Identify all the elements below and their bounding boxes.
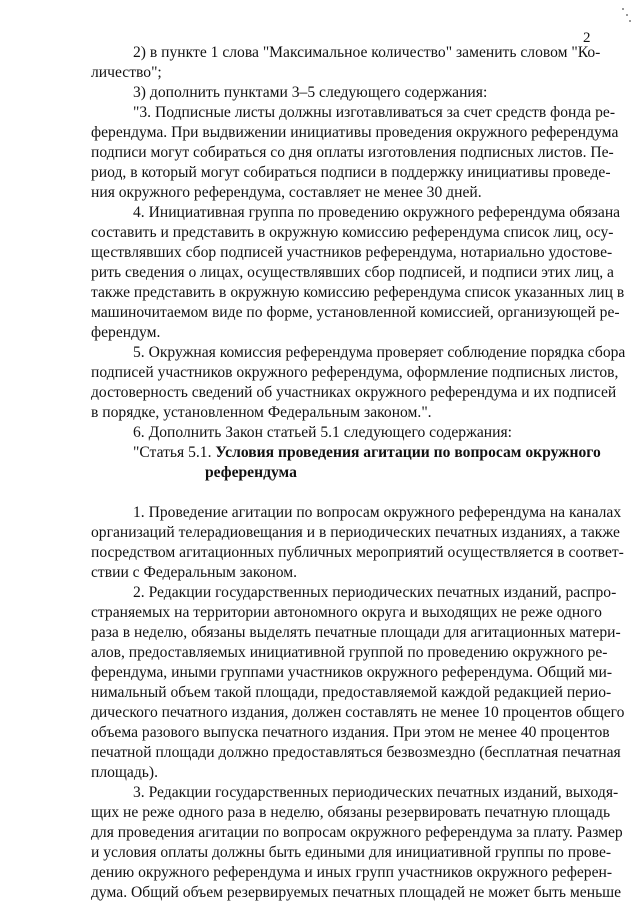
clause-4-line-3: ществлявших сбор подписей участников референдума, нотариально удостове- [91,244,613,261]
clause-5-line-4: в порядке, установленном Федеральным законом.". [91,404,432,421]
article-point-3-line-6: дума. Общий объем резервируемых печатных площадей не может быть меньше [91,884,622,901]
article-point-2-line-1: 2. Редакции государственных периодических печатных изданий, распро- [133,584,617,601]
article-point-1-line-3: посредством агитационных публичных мероприятий осуществляется в соответ- [91,544,624,561]
clause-4-line-6: машиночитаемом виде по форме, установленной комиссией, организующей ре- [91,304,620,321]
article-title-line-1: Условия проведения агитации по вопросам окружного [215,444,601,461]
article-point-1-line-1: 1. Проведение агитации по вопросам окружного референдума на каналах [133,504,622,521]
article-point-3-line-3: для проведения агитации по вопросам окружного референдума за плату. Размер [91,824,623,841]
clause-4-line-5: также представить в окружную комиссию референдума список указанных лиц в [91,284,625,301]
clause-4-line-4: рить сведения о лицах, осуществлявших сбор подписей, и подписи этих лиц, а [91,264,614,281]
amendment-item-3-line-1: 3) дополнить пунктами 3–5 следующего содержания: [133,84,488,101]
article-point-1-line-4: ствии с Федеральным законом. [91,564,298,581]
clause-5-line-1: 5. Окружная комиссия референдума проверяет соблюдение порядка сбора [133,344,626,361]
article-point-2-line-7: дического печатного издания, должен составлять не менее 10 процентов общего [91,704,625,721]
article-point-2-line-6: нимальный объем такой площади, предоставляемой каждой редакцией перио- [91,684,612,701]
amendment-item-6-line-1: 6. Дополнить Закон статьей 5.1 следующего содержания: [133,424,512,441]
article-point-1-line-2: организаций телерадиовещания и в периодических печатных изданиях, а также [91,524,620,541]
clause-5-line-2: подписей участников окружного референдума, оформление подписных листов, [91,364,619,381]
article-point-3-line-4: и условия оплаты должны быть едиными для инициативной группы по прове- [91,844,612,861]
scan-speck [629,20,631,22]
amendment-item-2-line-2: личество"; [91,64,162,81]
article-point-2-line-5: ферендума, иными группами участников окружного референдума. Общий ми- [91,664,613,681]
clause-5-line-3: достоверность сведений об участниках окружного референдума и их подписей [91,384,617,401]
clause-4-line-7: ферендум. [91,324,161,341]
article-heading [133,444,601,462]
article-point-2-line-8: объема разового выпуска печатного издания. При этом не менее 40 процентов [91,724,610,741]
article-point-2-line-4: алов, предоставляемых инициативной группой по проведению окружного ре- [91,644,608,661]
article-point-3-line-2: щих не реже одного раза в неделю, обязаны резервировать печатную площадь [91,804,611,821]
article-number: "Статья 5.1. [133,444,212,461]
clause-4-line-2: составить и представить в окружную комиссию референдума список лиц, осу- [91,224,614,241]
article-point-3-line-5: дению окружного референдума и иных групп участников окружного референ- [91,864,613,881]
article-point-3-line-1: 3. Редакции государственных периодических печатных изданий, выходя- [133,784,619,801]
page-number: 2 [583,30,591,46]
article-title-line-2: референдума [205,464,297,481]
clause-3-line-3: подписи могут собираться со дня оплаты изготовления подписных листов. Пе- [91,144,614,161]
article-point-2-line-9: печатной площади должно предоставляться безвозмездно (бесплатная печатная [91,744,621,761]
clause-3-line-4: риод, в который могут собираться подписи в поддержку инициативы проведе- [91,164,611,181]
clause-3-line-1: "3. Подписные листы должны изготавливаться за счет средств фонда ре- [133,104,616,121]
clause-4-line-1: 4. Инициативная группа по проведению окружного референдума обязана [133,204,621,221]
clause-3-line-2: ферендума. При выдвижении инициативы проведения окружного референдума [91,124,619,141]
amendment-item-2-line-1: 2) в пункте 1 слова "Максимальное количество" заменить словом "Ко- [133,44,601,61]
article-point-2-line-3: раза в неделю, обязаны выделять печатные площади для агитационных матери- [91,624,621,641]
scan-speck [626,14,628,16]
scan-speck [622,8,624,10]
article-point-2-line-10: площадь). [91,764,158,781]
clause-3-line-5: ния окружного референдума, составляет не менее 30 дней. [91,184,482,201]
article-point-2-line-2: страняемых на территории автономного округа и выходящих не реже одного [91,604,602,621]
